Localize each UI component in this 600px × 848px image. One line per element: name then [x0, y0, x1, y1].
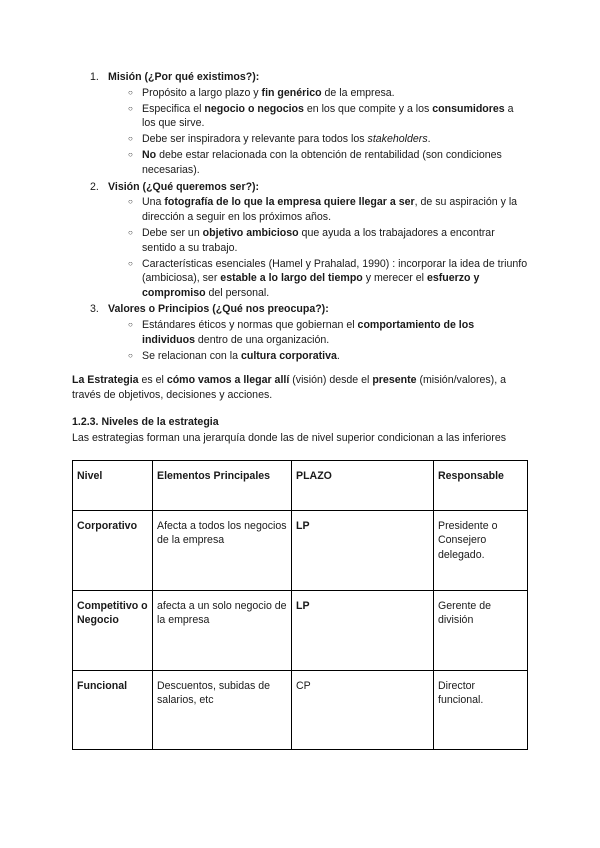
sub-list-item: ○ No debe estar relacionada con la obtención de rentabilidad (son condiciones necesarias). — [128, 149, 502, 177]
column-header: Nivel — [73, 460, 153, 510]
hollow-circle-bullet-icon: ○ — [128, 134, 133, 144]
hollow-circle-bullet-icon: ○ — [128, 320, 133, 329]
strategy-components-list — [72, 70, 528, 363]
hollow-circle-bullet-icon: ○ — [128, 350, 133, 360]
table-header-row — [73, 460, 528, 510]
item-heading: Misión (¿Por qué existimos?): — [108, 71, 260, 83]
hollow-circle-bullet-icon: ○ — [128, 87, 133, 97]
sub-list — [108, 318, 528, 363]
item-heading: Visión (¿Qué queremos ser?): — [108, 180, 260, 193]
sub-list-item: ○ Propósito a largo plazo y fin genérico de la empresa. — [128, 86, 395, 99]
table-cell-level: Corporativo — [73, 510, 153, 590]
column-header: PLAZO — [292, 460, 434, 510]
table-cell-responsible: Gerente de división — [434, 590, 528, 670]
item-heading: Valores o Principios (¿Qué nos preocupa?): — [108, 303, 329, 316]
table-cell-term: CP — [292, 670, 434, 749]
list-item-mision — [72, 70, 528, 178]
sub-list — [108, 86, 528, 178]
hollow-circle-bullet-icon: ○ — [128, 227, 133, 237]
sub-list-item: ○ Estándares éticos y normas que gobiernan el comportamiento de los individuos dentro de una organización. — [128, 319, 475, 346]
column-header: Responsable — [434, 460, 528, 510]
table-cell-responsible: Presidente o Consejero delegado. — [434, 510, 528, 590]
list-number: 2. — [90, 180, 99, 193]
sub-list-item: ○ Se relacionan con la cultura corporativa. — [128, 349, 340, 362]
list-number: 3. — [90, 303, 99, 316]
table-cell-term: LP — [292, 590, 434, 670]
column-header: Elementos Principales — [153, 460, 292, 510]
table-row — [73, 590, 528, 670]
section-heading: 1.2.3. Niveles de la estrategia — [72, 416, 219, 429]
sub-list-item: ○ Especifica el negocio o negocios en los que compite y a los consumidores a los que sirve. — [128, 102, 514, 130]
strategy-levels-table — [72, 460, 528, 750]
hollow-circle-bullet-icon: ○ — [128, 258, 133, 268]
sub-list-item: ○ Características esenciales (Hamel y Prahalad, 1990) : incorporar la idea de triunfo (ambiciosa), ser estable a lo largo del tiempo y merecer el esfuerzo y compromiso del personal. — [128, 257, 528, 299]
list-number: 1. — [90, 71, 99, 83]
table-cell-elements: Afecta a todos los negocios de la empresa — [153, 510, 292, 590]
sub-list — [108, 195, 528, 300]
table-cell-elements: Descuentos, subidas de salarios, etc — [153, 670, 292, 749]
list-item-valores — [72, 302, 528, 363]
list-item-vision — [72, 180, 528, 301]
hollow-circle-bullet-icon: ○ — [128, 197, 133, 207]
table-cell-level: Funcional — [73, 670, 153, 749]
hollow-circle-bullet-icon: ○ — [128, 103, 133, 113]
sub-list-item: ○ Una fotografía de lo que la empresa quiere llegar a ser, de su aspiración y la dirección a seguir en los próximos años. — [128, 196, 518, 223]
table-cell-responsible: Director funcional. — [434, 670, 528, 749]
section-intro: Las estrategias forman una jerarquía donde las de nivel superior condicionan a las inferiores — [72, 432, 507, 445]
table-row — [73, 670, 528, 749]
table-cell-level: Competitivo o Negocio — [73, 590, 153, 670]
hollow-circle-bullet-icon: ○ — [128, 150, 133, 160]
strategy-paragraph: La Estrategia es el cómo vamos a llegar allí (visión) desde el presente (misión/valores), a través de objetivos, decisiones y acciones. — [72, 374, 506, 401]
sub-list-item: ○ Debe ser un objetivo ambicioso que ayuda a los trabajadores a encontrar sentido a su trabajo. — [128, 226, 495, 254]
table-row — [73, 510, 528, 590]
document-page — [72, 70, 528, 750]
table-cell-elements: afecta a un solo negocio de la empresa — [153, 590, 292, 670]
sub-list-item: ○ Debe ser inspiradora y relevante para todos los stakeholders. — [128, 133, 431, 146]
table-cell-term: LP — [292, 510, 434, 590]
